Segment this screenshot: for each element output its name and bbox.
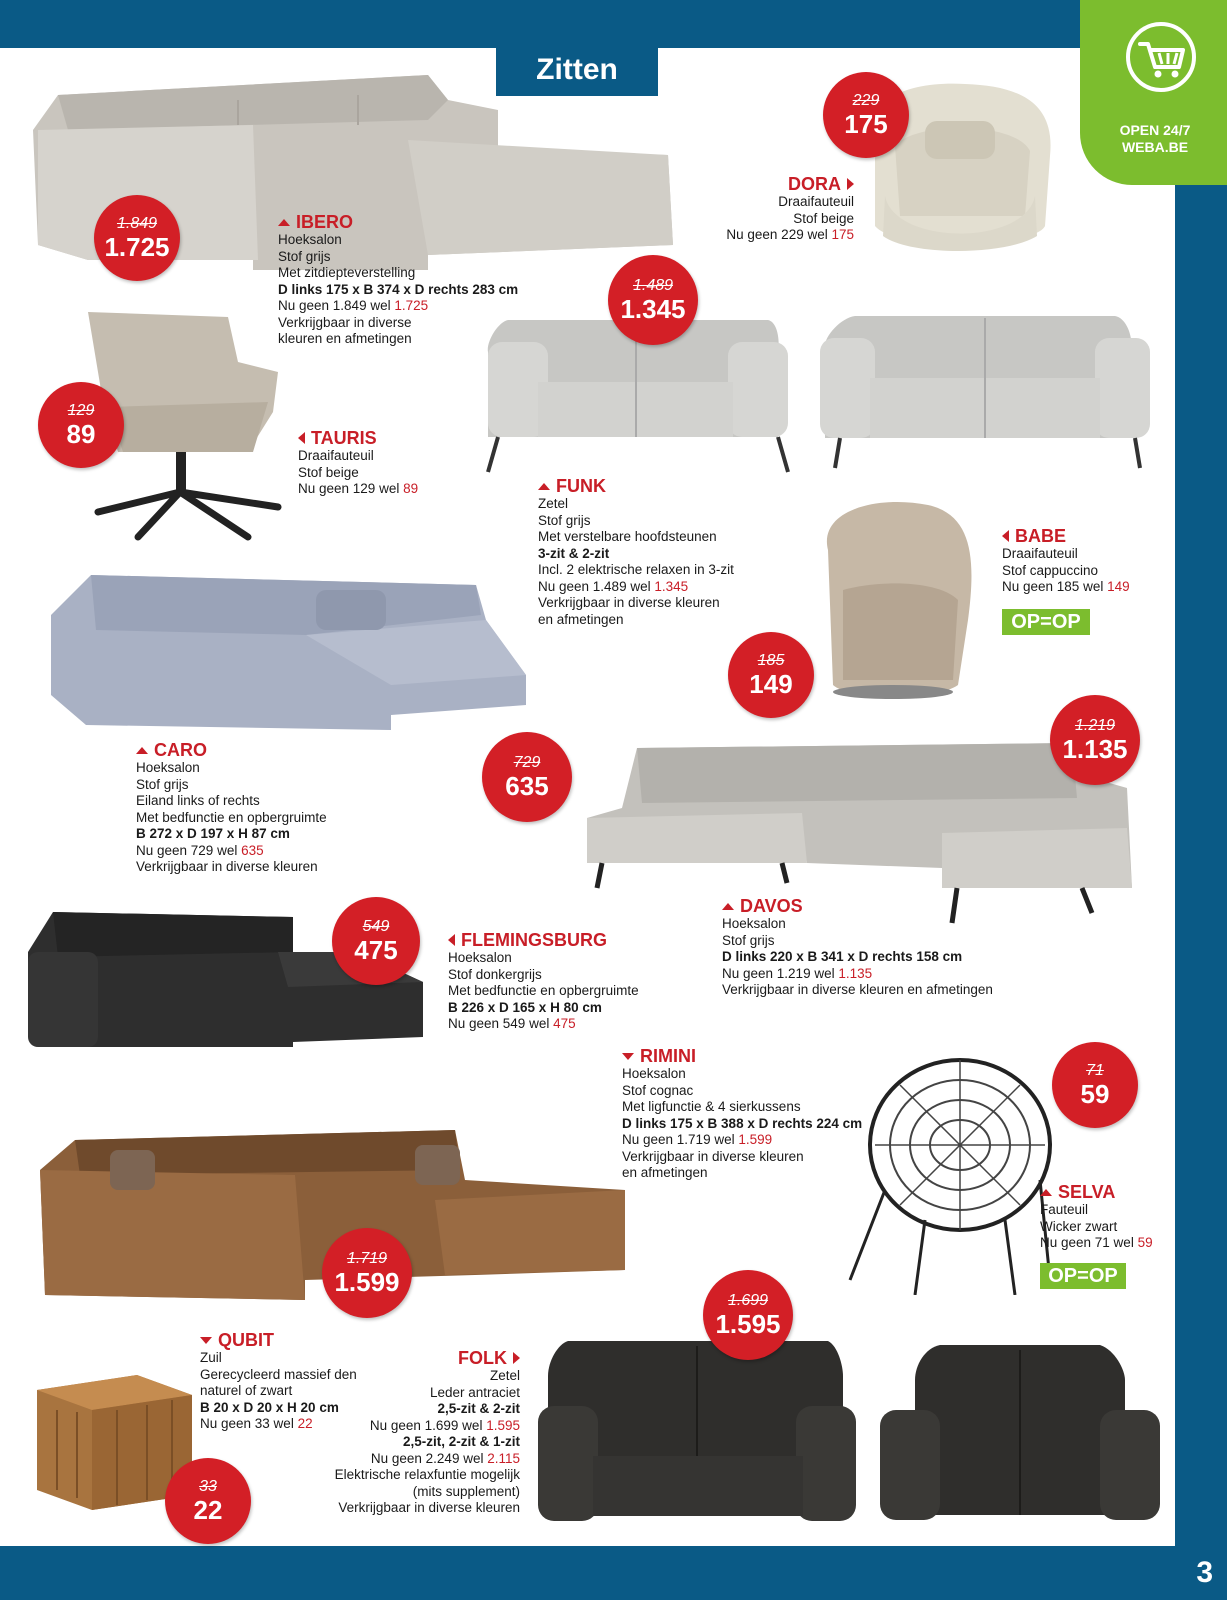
top-bar [0,0,1227,48]
caro-product-info: CARO Hoeksalon Stof grijs Eiland links of rechts Met bedfunctie en opbergruimte B 272 x D 197 x H 87 cm Nu geen 729 wel 635 Verkrijgbaar in diverse kleuren [136,740,327,874]
selva-chair-image [845,1050,1055,1295]
selva-opop-label: OP=OP [1040,1263,1126,1289]
product-name: FUNK [556,476,606,496]
arrow-left-icon [298,432,305,444]
arrow-right-icon [513,1352,520,1364]
tauris-product-info: TAURIS Draaifauteuil Stof beige Nu geen 129 wel 89 [298,428,419,496]
arrow-up-icon [722,903,734,910]
davos-product-info: DAVOS Hoeksalon Stof grijs D links 220 x B 341 x D rechts 158 cm Nu geen 1.219 wel 1.135 Verkrijgbaar in diverse kleuren en afmetingen [722,896,993,997]
funk-product-info: FUNK Zetel Stof grijs Met verstelbare hoofdsteunen 3-zit & 2-zit Incl. 2 elektrische relaxen in 3-zit Nu geen 1.489 wel 1.345 Verkrijgbaar in diverse kleuren en afmetingen [538,476,734,627]
tauris-price-badge: 129 89 [38,382,124,468]
section-title: Zitten [496,44,658,96]
shopping-cart-icon [1126,22,1196,92]
arrow-down-icon [200,1337,212,1344]
folk-price-badge: 1.699 1.595 [703,1270,793,1360]
selva-product-info: SELVA Fauteuil Wicker zwart Nu geen 71 wel 59 [1040,1182,1153,1250]
qubit-price-badge: 33 22 [165,1458,251,1544]
caro-sofa-image [46,575,531,735]
rimini-price-badge: 1.719 1.599 [322,1228,412,1318]
arrow-left-icon [1002,530,1009,542]
davos-price-badge: 1.219 1.135 [1050,695,1140,785]
website-label: WEBA.BE [1121,139,1189,155]
product-name: SELVA [1058,1182,1116,1202]
product-name: DORA [788,174,841,194]
folk-product-info: FOLK Zetel Leder antraciet 2,5-zit & 2-zit Nu geen 1.699 wel 1.595 2,5-zit, 2-zit & 1-zit Nu geen 2.249 wel 2.115 Elektrische relaxfuntie mogelijk (mits supplement) Verkrijgbaar in diverse kleuren [334,1348,520,1515]
babe-chair-image [808,500,978,700]
rimini-product-info: RIMINI Hoeksalon Stof cognac Met ligfunctie & 4 sierkussens D links 175 x B 388 x D rechts 224 cm Nu geen 1.719 wel 1.599 Verkrijgbaar in diverse kleuren en afmetingen [622,1046,863,1180]
ibero-product-info: IBERO Hoeksalon Stof grijs Met zitdiepteverstelling D links 175 x B 374 x D rechts 283 cm Nu geen 1.849 wel 1.725 Verkrijgbaar in diverse kleuren en afmetingen [278,212,519,346]
arrow-up-icon [1040,1189,1052,1196]
arrow-right-icon [847,178,854,190]
folk-2-5-seater-image [538,1336,856,1528]
arrow-left-icon [448,934,455,946]
product-name: CARO [154,740,207,760]
product-name: FLEMINGSBURG [461,930,607,950]
flemingsburg-price-badge: 549 475 [332,897,420,985]
page-number: 3 [1196,1556,1213,1589]
arrow-down-icon [622,1053,634,1060]
selva-price-badge: 71 59 [1052,1042,1138,1128]
product-name: DAVOS [740,896,803,916]
funk-3-seater-image [815,308,1155,478]
shop-badge[interactable] [1080,0,1227,185]
folk-2-seater-image [880,1340,1160,1525]
bottom-bar [0,1546,1227,1600]
arrow-up-icon [136,747,148,754]
flemingsburg-product-info: FLEMINGSBURG Hoeksalon Stof donkergrijs Met bedfunctie en opbergruimte B 226 x D 165 x H 80 cm Nu geen 549 wel 475 [448,930,639,1031]
ibero-price-badge: 1.849 1.725 [94,195,180,281]
babe-product-info: BABE Draaifauteuil Stof cappuccino Nu geen 185 wel 149 [1002,526,1130,594]
open-hours-label: OPEN 24/7 [1119,122,1191,138]
dora-price-badge: 229 175 [823,72,909,158]
product-name: FOLK [458,1348,507,1368]
product-name: RIMINI [640,1046,696,1066]
dora-product-info: DORA Draaifauteuil Stof beige Nu geen 229 wel 175 [726,174,854,242]
product-name: QUBIT [218,1330,274,1350]
product-name: TAURIS [311,428,377,448]
arrow-up-icon [538,483,550,490]
babe-opop-label: OP=OP [1002,609,1090,635]
product-name: IBERO [296,212,354,232]
babe-price-badge: 185 149 [728,632,814,718]
right-bar [1175,0,1227,1600]
qubit-product-info: QUBIT Zuil Gerecycleerd massief den naturel of zwart B 20 x D 20 x H 20 cm Nu geen 33 wel 22 [200,1330,357,1431]
caro-price-badge: 729 635 [482,732,572,822]
funk-price-badge: 1.489 1.345 [608,255,698,345]
arrow-up-icon [278,219,290,226]
product-name: BABE [1015,526,1067,546]
